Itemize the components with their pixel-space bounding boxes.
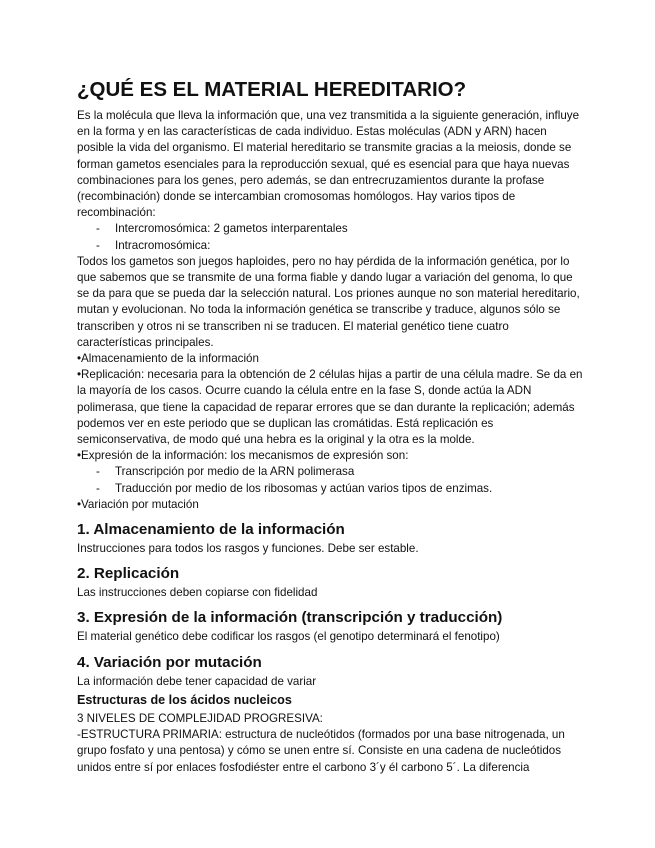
gametes-paragraph: Todos los gametos son juegos haploides, pero no hay pérdida de la información genética, por lo que sabemos que se transmite de una forma fiable y dando lugar a variación del genoma, lo que se da para que se pueda dar la selección natural. Los priones aunque no son material hereditario, mutan y evolucionan. No toda la información genética se transcribe y traduce, algunos sólo se transcriben y otros ni se transcriben ni se traducen. El material genético tiene cuatro características principales. xyxy=(77,254,580,349)
section-heading: 4. Variación por mutación xyxy=(77,653,262,671)
section-text: Instrucciones para todos los rasgos y funciones. Debe ser estable. xyxy=(77,542,419,556)
section-text: El material genético debe codificar los rasgos (el genotipo determinará el fenotipo) xyxy=(77,630,500,644)
intro-paragraph: Es la molécula que lleva la información que, una vez transmitida a la siguiente generación, influye en la forma y en las características de cada individuo. Estas moléculas (ADN y ARN) hacen posible la vida del organismo. El material hereditario se transmite gracias a la meiosis, donde se forman gametos esenciales para la reproducción sexual, qué es esencial para que haya nuevas combinaciones para los genes, pero además, se dan entrecruzamientos durante la profase (recombinación) donde se intercambian cromosomas homólogos. Hay varios tipos de recombinación: xyxy=(77,109,580,220)
section-text: Las instrucciones deben copiarse con fidelidad xyxy=(77,586,318,600)
list-item: - Transcripción por medio de la ARN polimerasa xyxy=(77,464,583,480)
structures-heading: Estructuras de los ácidos nucleicos xyxy=(77,692,292,707)
list-item: - Traducción por medio de los ribosomas y actúan varios tipos de enzimas. xyxy=(77,481,583,497)
section-heading: 3. Expresión de la información (transcripción y traducción) xyxy=(77,609,503,627)
section-text: La información debe tener capacidad de variar xyxy=(77,674,317,688)
page-title: ¿QUÉ ES EL MATERIAL HEREDITARIO? xyxy=(77,78,467,101)
bullet-replication: •Replicación: necesaria para la obtención de 2 células hijas a partir de una célula madre. Se da en la mayoría de los casos. Ocurre cuando la célula entre en la fase S, donde actúa la ADN polimerasa, que tiene la capacidad de reparar errores que se dan durante la replicación; además podemos ver en este periodo que se duplican las cromátidas. Está replicación es semiconservativa, de modo qué una hebra es la original y la otra es la molde. xyxy=(77,368,583,447)
list-item: - Intracromosómica: xyxy=(77,238,583,254)
bullet-expression: •Expresión de la información: los mecanismos de expresión son: xyxy=(77,449,409,463)
list-item: - Intercromosómica: 2 gametos interparentales xyxy=(77,221,583,237)
levels-line: 3 NIVELES DE COMPLEJIDAD PROGRESIVA: xyxy=(77,711,323,725)
section-heading: 1. Almacenamiento de la información xyxy=(77,521,345,539)
section-heading: 2. Replicación xyxy=(77,565,180,583)
primary-structure-paragraph: -ESTRUCTURA PRIMARIA: estructura de nucleótidos (formados por una base nitrogenada, un grupo fosfato y una pentosa) y cómo se unen entre sí. Consiste en una cadena de nucleótidos unidos entre sí por enlaces fosfodiéster entre el carbono 3´y él carbono 5´. La diferencia xyxy=(77,728,565,774)
bullet-variation: •Variación por mutación xyxy=(77,497,199,511)
bullet-storage: •Almacenamiento de la información xyxy=(77,352,259,366)
